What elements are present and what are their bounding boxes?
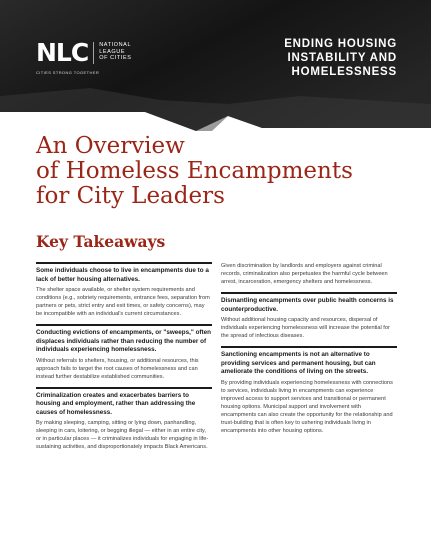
series-title-line: INSTABILITY AND xyxy=(287,52,397,64)
takeaway-block xyxy=(221,292,397,340)
takeaway-body: Given discrimination by landlords and employers against criminal records, criminalization also perpetuates the harmful cycle between arrest, incarceration, emergency shelters and homelessness. xyxy=(221,263,388,285)
title-line: for City Leaders xyxy=(36,183,225,209)
takeaway-block xyxy=(36,324,212,381)
logo-name xyxy=(99,42,131,62)
logo-divider xyxy=(93,42,94,64)
takeaway-continuation xyxy=(221,262,397,286)
takeaway-lead: Sanctioning encampments is not an alternative to providing services and permanent housing, but can ameliorate the conditions of living on the streets. xyxy=(221,351,376,375)
takeaway-block xyxy=(221,346,397,435)
logo-mark: NLC xyxy=(36,38,89,67)
takeaway-body: By making sleeping, camping, sitting or lying down, panhandling, sleeping in cars, loitering, or begging illegal — either in an entire city, or in particular places — it criminalizes individuals for engaging in life-sustaining activities, and disproportionately impacts Black Americans. xyxy=(36,420,209,450)
takeaway-body: By providing individuals experiencing homelessness with connections to services, individuals living in encampments can experience improved access to support services and transitional or permanent housing options. Municipal support and involvement with encampments can also create the opportunity for the relationship and trust-building that is often key to ushering individuals living in encampments into other housing options. xyxy=(221,379,393,434)
title-line: An Overview xyxy=(36,133,185,159)
takeaway-block xyxy=(36,262,212,318)
takeaway-lead: Some individuals choose to live in encampments due to a lack of better housing alternatives. xyxy=(36,267,209,283)
takeaway-body: Without referrals to shelters, housing, or additional resources, this approach fails to target the root causes of homelessness and can instead further destabilize established communities. xyxy=(36,357,199,380)
nlc-logo[interactable] xyxy=(36,40,132,65)
logo-name-line: NATIONAL xyxy=(99,42,132,48)
takeaway-block xyxy=(36,387,212,452)
divider-rule xyxy=(36,262,212,264)
series-title-line: ENDING HOUSING xyxy=(284,38,397,50)
series-title-line: HOMELESSNESS xyxy=(291,66,397,78)
series-title xyxy=(227,37,397,79)
divider-rule xyxy=(221,292,397,294)
logo-tagline: CITIES STRONG TOGETHER xyxy=(36,70,100,75)
logo-name-line: OF CITIES xyxy=(99,55,132,61)
title-line: of Homeless Encampments xyxy=(36,158,353,184)
left-column xyxy=(36,262,212,457)
takeaway-lead: Criminalization creates and exacerbates barriers to housing and employment, rather than addressing the causes of homelessness. xyxy=(36,391,196,416)
right-column xyxy=(221,262,397,441)
takeaway-lead: Dismantling encampments over public health concerns is counterproductive. xyxy=(221,297,394,313)
takeaway-lead: Conducting evictions of encampments, or "sweeps," often displaces individuals rather than reducing the number of individuals experiencing homelessness. xyxy=(36,329,211,353)
divider-rule xyxy=(36,387,212,389)
takeaway-body: Without additional housing capacity and resources, dispersal of individuals experiencing homelessness will increase the potential for the spread of infectious diseases. xyxy=(221,317,390,339)
logo-name-line: LEAGUE xyxy=(99,48,126,55)
takeaway-body: The shelter space available, or shelter system requirements and conditions (e.g., sobriety requirements, entrance fees, separation from partners or pets, strict entry and exit times, or safety concerns), may be incompatible with an individual's current circumstances. xyxy=(36,287,210,317)
divider-rule xyxy=(36,324,212,326)
document-title xyxy=(36,134,396,209)
divider-rule xyxy=(221,346,397,348)
header-banner xyxy=(0,0,431,150)
section-heading: Key Takeaways xyxy=(36,232,166,251)
